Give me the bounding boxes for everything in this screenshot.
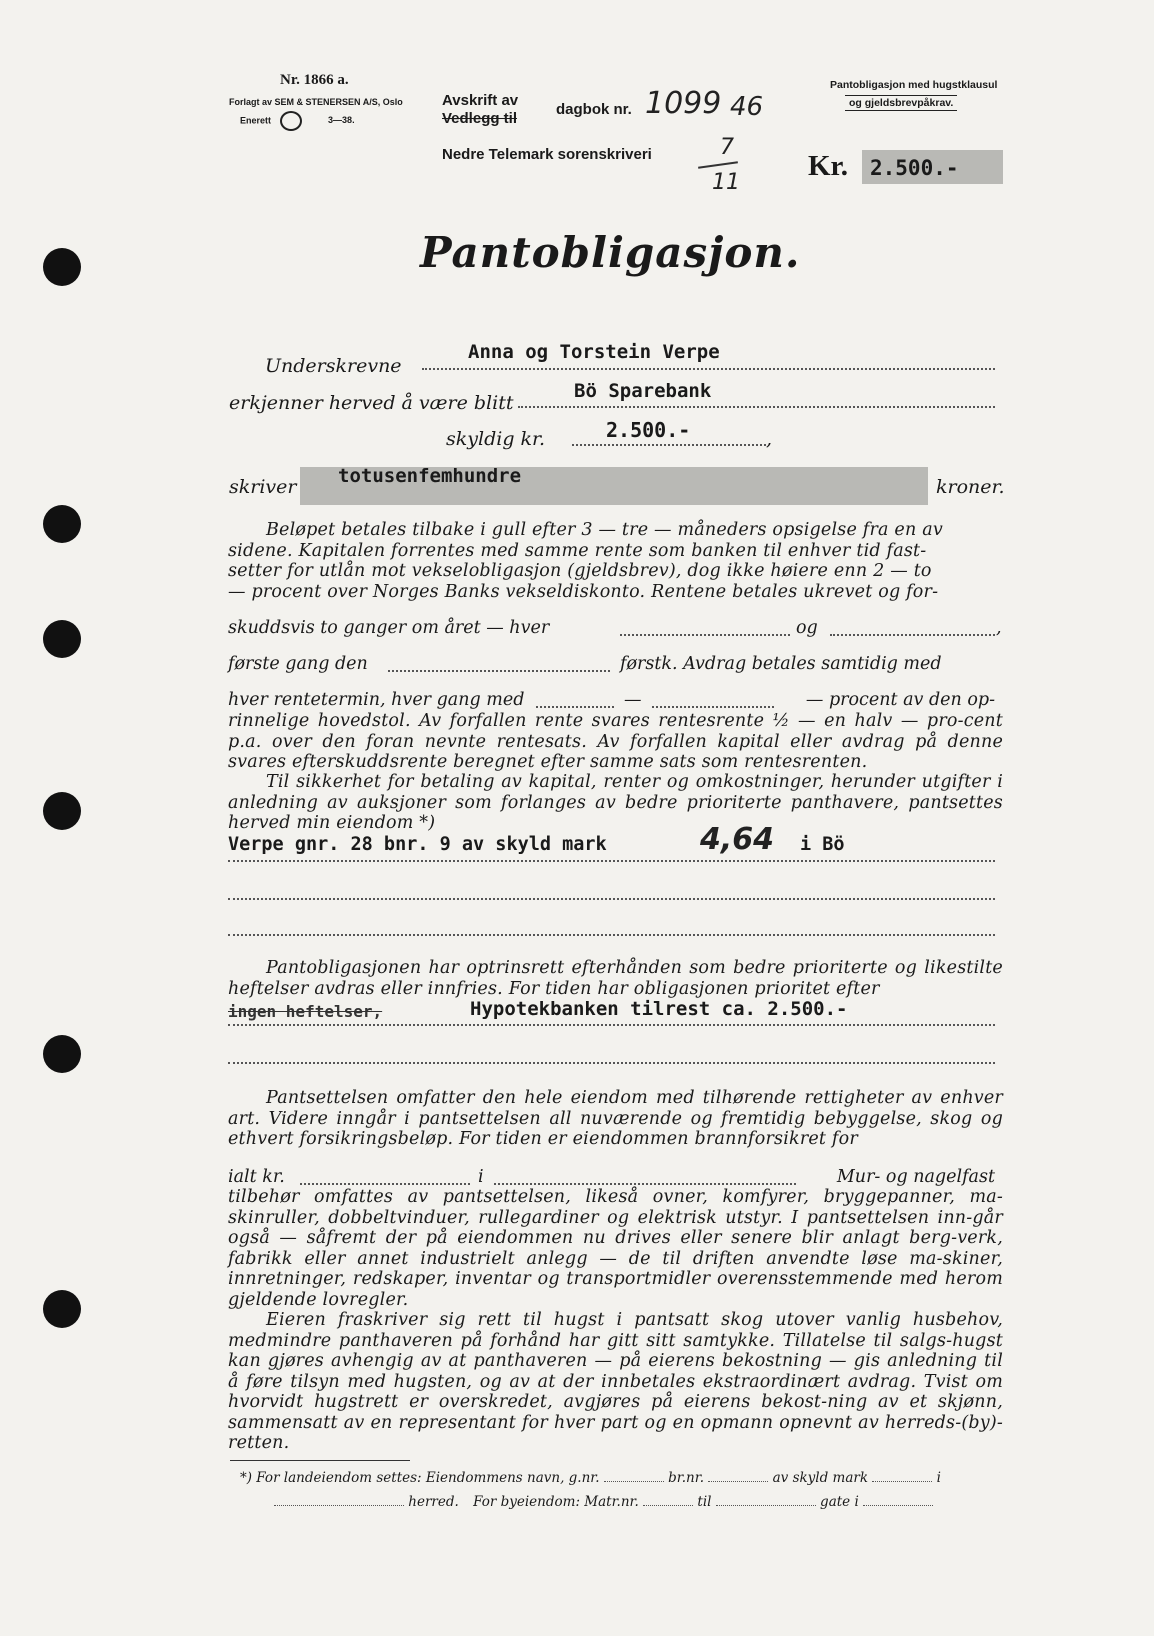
prior-value: Hypotekbanken tilrest ca. 2.500.- <box>470 998 848 1020</box>
footnote-line-1 <box>240 1470 941 1486</box>
fixtures-clause <box>228 1187 1003 1310</box>
dagbok-year: 46 <box>730 92 764 122</box>
fixtures-text: tilbehør omfattes av pantsettelsen, likeså ovner, komfyrer, bryggepanner, ma-skinruller, dobbeltvinduer, rullegardiner og elektrisk utstyr. I pantsettelsen inn-går også — såfremt der på eiendommen nu drives eller senere blir anlagt berg-verk, fabrikk eller annet industrielt anlegg — de til driften anvendte løse ma-skiner, innretninger, redskaper, inventar og transportmidler overensstemmende med herom gjeldende lovregler. <box>228 1187 1003 1310</box>
property-place: i Bö <box>800 834 845 855</box>
logging-text: Eieren fraskriver sig rett til hugst i pantsatt skog utover vanlig husbehov, medmindre panthaveren på forhånd har gitt sitt samtykke. Tillatelse til salgs-hugst kan gjøres avhengig av at panthaveren — på eierens bekostning — gis anledning til å føre tilsyn med hugsten, og av at der innbetales ekstraordinært avdrag. Tvist om hvorvidt hugstrett er overskredet, avgjøres på eierens bekost-ning av et skjønn, sammensatt av en representant for hver part og en opmann opnevnt av herreds-(by)-retten. <box>228 1310 1003 1453</box>
priority-text: Pantobligasjonen har optrinsrett efterhånden som bedre prioriterte og likestilte heftelser avdras eller innfries. For tiden har obligasjonen prioritet efter <box>228 958 1003 999</box>
footnote-text: til <box>697 1494 712 1510</box>
property-line-1 <box>228 860 995 862</box>
footnote-text: i <box>936 1470 941 1486</box>
og-label: og <box>796 618 818 638</box>
kroner-label: kroner. <box>936 476 1005 498</box>
dagbok-label: dagbok nr. <box>556 101 632 118</box>
clause-line-2: og gjeldsbrevpåkrav. <box>845 95 957 111</box>
date-month: 11 <box>712 170 740 195</box>
footnote-text: herred. <box>408 1494 459 1510</box>
creditor-line <box>518 406 995 408</box>
amount-label: Kr. <box>808 150 849 182</box>
first-time-label: første gang den <box>228 654 368 674</box>
publisher-date: 3—38. <box>328 115 355 126</box>
footnote-text: br.nr. <box>668 1470 705 1486</box>
punch-hole <box>43 620 81 658</box>
punch-hole <box>43 1290 81 1328</box>
debt-line <box>572 444 766 446</box>
interest-text: rinnelige hovedstol. Av forfallen rente svares rentesrente ½ — en halv — pro-cent p.a. over den foran nevnte rentesats. Av forfallen kapital eller avdrag på denne svares efterskuddsrente beregnet efter samme sats som rentesrenten. <box>228 711 1003 772</box>
fixtures-label: Mur- og nagelfast <box>836 1167 995 1187</box>
punch-hole <box>43 792 81 830</box>
office-name: Nedre Telemark sorenskriveri <box>442 146 652 163</box>
interest-schedule-label: skuddsvis to ganger om året — hver <box>228 618 550 638</box>
publisher-logo <box>280 111 302 131</box>
footnote-text: av skyld mark <box>772 1470 869 1486</box>
interest-date-2-line <box>830 634 995 636</box>
punch-hole <box>43 505 81 543</box>
footnote-line-2 <box>274 1494 933 1510</box>
publisher-name: Forlagt av SEM & STENERSEN A/S, Oslo <box>229 97 403 107</box>
security-clause <box>228 772 1003 834</box>
prior-line-1 <box>228 1024 995 1026</box>
prior-line-2 <box>228 1062 995 1064</box>
terms-line: Beløpet betales tilbake i gull efter 3 — tre — måneders opsigelse fra en av <box>266 520 943 540</box>
pledge-scope <box>228 1088 1003 1150</box>
publisher-rights: Enerett <box>240 115 272 126</box>
debt-comma: , <box>766 428 773 450</box>
property-value: Verpe gnr. 28 bnr. 9 av skyld mark <box>228 834 607 855</box>
repayment-terms <box>228 520 1003 602</box>
footnote-text: gate i <box>820 1494 859 1510</box>
logging-clause <box>228 1310 1003 1454</box>
installment-rest: — procent av den op- <box>805 690 995 710</box>
terms-line: setter for utlån mot vekselobligasjon (gjeldsbrev), dog ikke høiere enn 2 — to <box>228 561 932 581</box>
insurance-in-label: i <box>478 1167 484 1187</box>
security-text: Til sikkerhet for betaling av kapital, renter og omkostninger, herunder utgifter i anledning av auksjoner som forlanges av bedre prioriterte panthavere, pantsettes herved min eiendom *) <box>228 772 1003 833</box>
footnote-text: *) For landeiendom settes: Eiendommens navn, g.nr. <box>240 1470 600 1486</box>
writes-label: skriver <box>229 476 297 498</box>
insurance-amount-line <box>300 1183 470 1185</box>
installment-line-2 <box>652 706 774 708</box>
installment-label: hver rentetermin, hver gang med <box>228 690 525 710</box>
publisher-line-2 <box>240 111 355 131</box>
clause-line-1: Pantobligasjon med hugstklausul <box>830 79 998 91</box>
date-day: 7 <box>720 135 734 160</box>
footnote-divider <box>230 1460 410 1461</box>
interest-date-1-line <box>620 634 790 636</box>
dagbok-number: 1099 <box>645 86 722 121</box>
punch-hole <box>43 248 81 286</box>
amount-value: 2.500.- <box>870 156 959 180</box>
undersigned-value: Anna og Torstein Verpe <box>468 341 720 363</box>
line-comma: , <box>996 618 1002 638</box>
property-line-2 <box>228 898 995 900</box>
date-slash <box>698 161 738 169</box>
writes-value: totusenfemhundre <box>338 465 522 487</box>
debt-label: skyldig kr. <box>446 428 546 450</box>
publisher-line <box>229 97 403 107</box>
first-time-rest: førstk. Avdrag betales samtidig med <box>620 654 942 674</box>
creditor-value: Bö Sparebank <box>574 380 712 402</box>
priority-clause <box>228 958 1003 999</box>
undersigned-line <box>422 368 995 370</box>
page-title: Pantobligasjon. <box>420 228 801 277</box>
insurance-company-line <box>494 1183 796 1185</box>
insurance-label: ialt kr. <box>228 1167 285 1187</box>
avskrift-label: Avskrift av <box>442 92 519 109</box>
interest-terms <box>228 711 1003 773</box>
debt-value: 2.500.- <box>606 418 691 442</box>
installment-line-1 <box>536 706 614 708</box>
form-number: Nr. 1866 a. <box>280 72 349 88</box>
footnote-text: For byeiendom: Matr.nr. <box>473 1494 639 1510</box>
vedlegg-label: Vedlegg til <box>442 110 518 127</box>
owes-label: erkjenner herved å være blitt <box>229 392 514 414</box>
terms-line: — procent over Norges Banks vekseldiskonto. Rentene betales ukrevet og for- <box>228 581 939 602</box>
pledge-text: Pantsettelsen omfatter den hele eiendom med tilhørende rettigheter av enhver art. Videre inngår i pantsettelsen all nuværende og fremtidig bebyggelse, skog og ethvert forsikringsbeløp. For tiden er eiendommen brannforsikret for <box>228 1088 1003 1149</box>
first-time-line <box>388 670 610 672</box>
punch-hole <box>43 1035 81 1073</box>
terms-line: sidene. Kapitalen forrentes med samme rente som banken til enhver tid fast- <box>228 540 927 561</box>
prior-struck: ingen heftelser, <box>228 1002 383 1021</box>
property-line-3 <box>228 934 995 936</box>
property-mark: 4,64 <box>700 822 775 857</box>
undersigned-label: Underskrevne <box>265 355 402 377</box>
installment-dash: — <box>624 690 642 710</box>
